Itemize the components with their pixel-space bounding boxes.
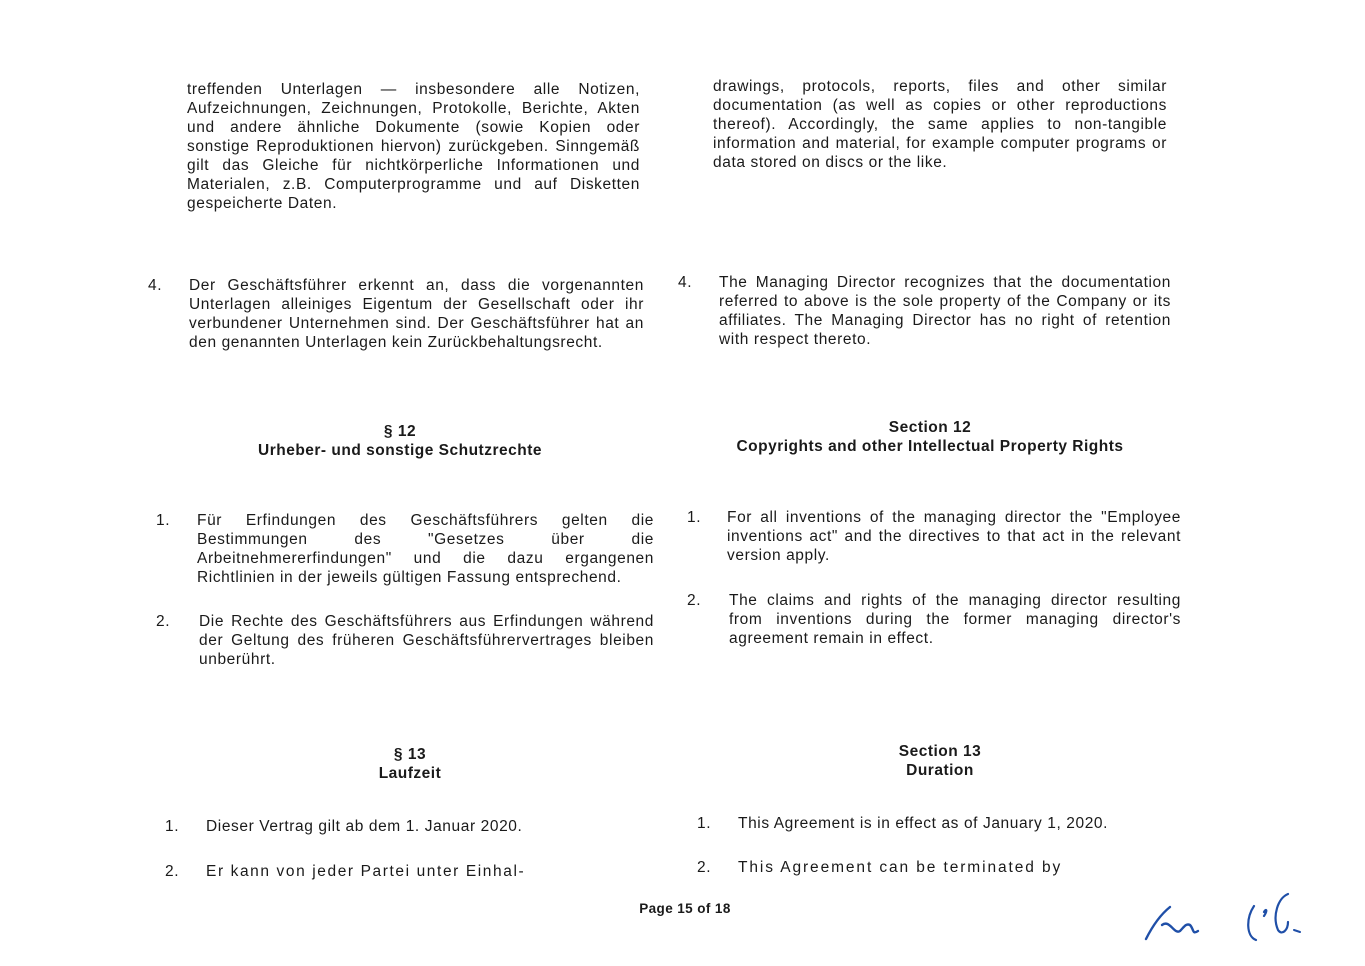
left-s12-item-2	[156, 612, 656, 692]
item-number: 2.	[697, 859, 712, 876]
item-text: This Agreement is in effect as of January 1, 2020.	[738, 815, 1109, 832]
item-number: 2.	[156, 613, 171, 630]
item-text: This Agreement can be terminated by	[738, 859, 1063, 876]
item-number: 1.	[697, 815, 712, 832]
left-s13-item-1	[165, 817, 665, 857]
signature-initials-1	[1140, 895, 1210, 947]
section-number: § 12	[383, 423, 417, 440]
section-title: Laufzeit	[378, 765, 442, 782]
item-text: For all inventions of the managing director the "Employee inventions act" and the directives to that act in the relevant version apply.	[727, 509, 1181, 564]
right-continued-paragraph: drawings, protocols, reports, files and other similar documentation (as well as copies or other reproductions thereof). Accordingly, the same applies to non-tangible information and material, for example computer programs or data stored on discs or the like.	[713, 78, 1167, 171]
item-number: 2.	[687, 592, 702, 609]
item-number: 1.	[687, 509, 702, 526]
section-title: Copyrights and other Intellectual Property Rights	[736, 438, 1124, 455]
page-number: Page 15 of 18	[639, 901, 731, 916]
item-text: The Managing Director recognizes that the documentation referred to above is the sole property of the Company or its affiliates. The Managing Director has no right of retention with respect thereto.	[719, 274, 1171, 348]
right-s13-item-1	[697, 814, 1192, 854]
item-number: 4.	[678, 274, 693, 291]
left-item-4	[148, 276, 648, 391]
item-text: Die Rechte des Geschäftsführers aus Erfindungen während der Geltung des früheren Geschäftsführervertrages bleiben unberührt.	[199, 613, 654, 668]
right-section-12-heading	[680, 418, 1180, 456]
item-number: 4.	[148, 277, 163, 294]
section-number: Section 12	[888, 419, 972, 436]
item-number: 1.	[156, 512, 171, 529]
left-continued-paragraph: treffenden Unterlagen — insbesondere alle Notizen, Aufzeichnungen, Zeichnungen, Protokolle, Berichte, Akten und andere ähnliche Dokumente (sowie Kopien oder sonstige Reproduktionen hiervon) zurückgeben. Sinngemäß gilt das Gleiche für nichtkörperliche Informationen und Materialen, z.B. Computerprogramme und auf Disketten gespeicherte Daten.	[187, 81, 640, 212]
item-number: 1.	[165, 818, 180, 835]
right-item-4	[678, 273, 1173, 373]
section-title: Duration	[906, 762, 974, 779]
section-number: Section 13	[898, 743, 982, 760]
right-s13-item-2	[697, 858, 1192, 880]
signature-initials-2	[1240, 886, 1310, 946]
right-section-13-heading	[810, 742, 1070, 780]
item-text: The claims and rights of the managing director resulting from inventions during the former managing director's agreement remain in effect.	[729, 592, 1181, 647]
left-section-13-heading	[280, 745, 540, 783]
item-text: Für Erfindungen des Geschäftsführers gelten die Bestimmungen des "Gesetzes über die Arbeitnehmererfindungen" und die dazu ergangenen Richtlinien in der jeweils gültigen Fassung entsprechend.	[197, 512, 654, 586]
section-number: § 13	[393, 746, 427, 763]
left-s12-item-1	[156, 511, 656, 606]
item-text: Der Geschäftsführer erkennt an, dass die vorgenannten Unterlagen alleiniges Eigentum der Gesellschaft oder ihr verbundener Unternehmen sind. Der Geschäftsführer hat an den genannten Unterlagen kein Zurückbehaltungsrecht.	[189, 277, 644, 351]
left-s13-item-2	[165, 862, 665, 884]
item-text: Er kann von jeder Partei unter Einhal-	[206, 863, 526, 880]
left-section-12-heading	[170, 422, 630, 460]
right-s12-item-1	[687, 508, 1182, 588]
right-s12-item-2	[687, 591, 1182, 671]
section-title: Urheber- und sonstige Schutzrechte	[258, 442, 542, 459]
item-text: Dieser Vertrag gilt ab dem 1. Januar 2020.	[206, 818, 523, 835]
item-number: 2.	[165, 863, 180, 880]
